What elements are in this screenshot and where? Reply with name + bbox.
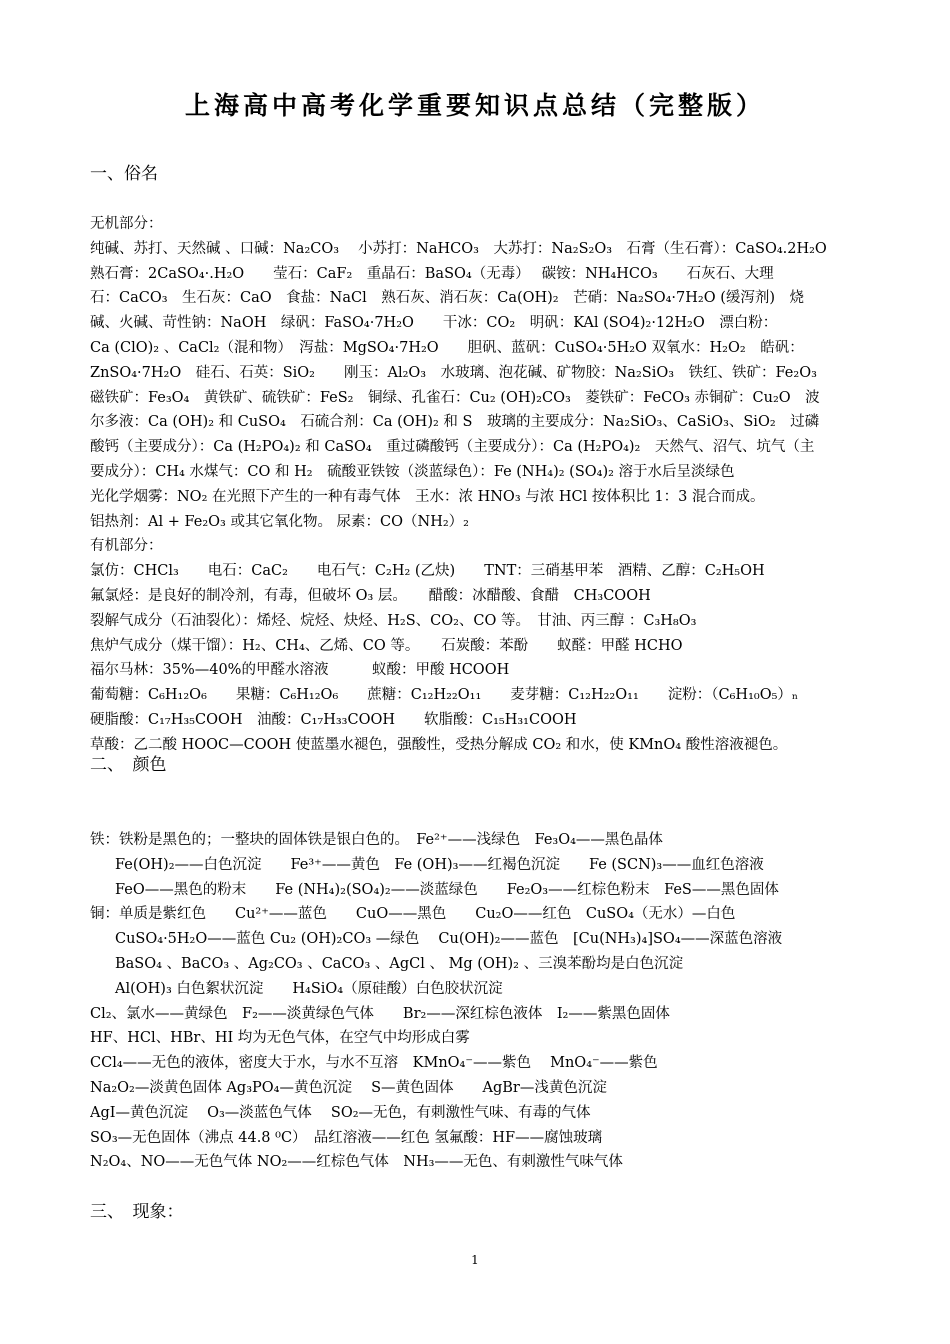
text-line: 碱、火碱、苛性钠：NaOH 绿矾：FaSO₄·7H₂O 干冰：CO₂ 明矾：KAl (SO4)₂·12H₂O 漂白粉：: [90, 315, 778, 332]
section-heading-3: 三、 现象：: [90, 1202, 184, 1222]
text-line: BaSO₄ 、BaCO₃ 、Ag₂CO₃ 、CaCO₃ 、AgCl 、 Mg (OH)₂ 、三溴苯酚均是白色沉淀: [115, 955, 684, 972]
section-heading-2: 二、 颜色: [90, 755, 167, 775]
text-line: Na₂O₂—淡黄色固体 Ag₃PO₄—黄色沉淀 S—黄色固体 AgBr—浅黄色沉淀: [90, 1079, 607, 1096]
text-line: 有机部分：: [90, 538, 163, 555]
text-line: 要成分）：CH₄ 水煤气：CO 和 H₂ 硫酸亚铁铵（淡蓝绿色）：Fe (NH₄)₂ (SO₄)₂ 溶于水后呈淡绿色: [90, 463, 735, 480]
text-line: 纯碱、苏打、天然碱 、口碱：Na₂CO₃ 小苏打：NaHCO₃ 大苏打：Na₂S₂O₃ 石膏（生石膏）：CaSO₄.2H₂O: [90, 240, 827, 257]
text-line: 无机部分：: [90, 216, 163, 232]
text-line: 铜：单质是紫红色 Cu²⁺——蓝色 CuO——黑色 Cu₂O——红色 CuSO₄（无水）—白色: [90, 906, 736, 923]
text-line: 酸钙（主要成分）：Ca (H₂PO₄)₂ 和 CaSO₄ 重过磷酸钙（主要成分）：Ca (H₂PO₄)₂ 天然气、沼气、坑气（主: [90, 439, 815, 456]
text-line: 熟石膏：2CaSO₄·.H₂O 莹石：CaF₂ 重晶石：BaSO₄（无毒） 碳铵：NH₄HCO₃ 石灰石、大理: [90, 265, 774, 282]
page-number: 1: [471, 1253, 479, 1267]
section-heading-1: 一、俗名: [90, 164, 158, 184]
text-line: N₂O₄、NO——无色气体 NO₂——红棕色气体 NH₃——无色、有刺激性气味气体: [90, 1154, 623, 1171]
text-line: AgI—黄色沉淀 O₃—淡蓝色气体 SO₂—无色，有刺激性气味、有毒的气体: [90, 1104, 591, 1121]
document-title: 上海高中高考化学重要知识点总结（完整版）: [184, 91, 765, 120]
text-line: Fe(OH)₂——白色沉淀 Fe³⁺——黄色 Fe (OH)₃——红褐色沉淀 Fe (SCN)₃——血红色溶液: [115, 856, 764, 873]
text-line: Al(OH)₃ 白色絮状沉淀 H₄SiO₄（原硅酸）白色胶状沉淀: [115, 980, 503, 997]
text-line: CCl₄——无色的液体，密度大于水，与水不互溶 KMnO₄⁻——紫色 MnO₄⁻——紫色: [90, 1055, 658, 1072]
text-line: 光化学烟雾：NO₂ 在光照下产生的一种有毒气体 王水：浓 HNO₃ 与浓 HCl 按体积比 1：3 混合而成。: [90, 488, 765, 505]
text-line: ZnSO₄·7H₂O 硅石、石英：SiO₂ 刚玉：Al₂O₃ 水玻璃、泡花碱、矿物胶：Na₂SiO₃ 铁红、铁矿：Fe₂O₃: [90, 364, 817, 381]
text-line: HF、HCl、HBr、HI 均为无色气体，在空气中均形成白雾: [90, 1030, 470, 1047]
text-line: 裂解气成分（石油裂化）：烯烃、烷烃、炔烃、H₂S、CO₂、CO 等。 甘油、丙三醇 ：C₃H₈O₃: [90, 612, 697, 629]
text-line: 磁铁矿：Fe₃O₄ 黄铁矿、硫铁矿：FeS₂ 铜绿、孔雀石：Cu₂ (OH)₂CO₃ 菱铁矿：FeCO₃ 赤铜矿：Cu₂O 波: [90, 389, 820, 406]
text-line: 福尔马林：35%—40%的甲醛水溶液 蚁酸：甲酸 HCOOH: [90, 662, 510, 679]
text-line: 葡萄糖：C₆H₁₂O₆ 果糖：C₆H₁₂O₆ 蔗糖：C₁₂H₂₂O₁₁ 麦芽糖：C₁₂H₂₂O₁₁ 淀粉：（C₆H₁₀O₅）ₙ: [90, 687, 799, 704]
text-line: 氟氯烃：是良好的制冷剂，有毒，但破坏 O₃ 层。 醋酸：冰醋酸、食醋 CH₃COOH: [90, 587, 651, 604]
section-2-body: [90, 828, 862, 1175]
text-line: 石：CaCO₃ 生石灰：CaO 食盐：NaCl 熟石灰、消石灰：Ca(OH)₂ 芒硝：Na₂SO₄·7H₂O (缓泻剂) 烧: [90, 290, 805, 307]
text-line: 氯仿：CHCl₃ 电石：CaC₂ 电石气：C₂H₂ (乙炔) TNT：三硝基甲苯 酒精、乙醇：C₂H₅OH: [90, 563, 765, 580]
text-line: 草酸：乙二酸 HOOC—COOH 使蓝墨水褪色，强酸性，受热分解成 CO₂ 和水，使 KMnO₄ 酸性溶液褪色。: [90, 736, 788, 753]
text-line: 焦炉气成分（煤干馏）：H₂、CH₄、乙烯、CO 等。 石炭酸：苯酚 蚁醛：甲醛 HCHO: [90, 637, 683, 654]
text-line: 尔多液：Ca (OH)₂ 和 CuSO₄ 石硫合剂：Ca (OH)₂ 和 S 玻璃的主要成分：Na₂SiO₃、CaSiO₃、SiO₂ 过磷: [90, 414, 820, 431]
text-line: SO₃—无色固体（沸点 44.8 ⁰C） 品红溶液——红色 氢氟酸：HF——腐蚀玻璃: [90, 1129, 603, 1146]
text-line: 铁：铁粉是黑色的；一整块的固体铁是银白色的。 Fe²⁺——浅绿色 Fe₃O₄——黑色晶体: [90, 832, 663, 848]
text-line: 硬脂酸：C₁₇H₃₅COOH 油酸：C₁₇H₃₃COOH 软脂酸：C₁₅H₃₁COOH: [90, 711, 577, 728]
text-line: FeO——黑色的粉末 Fe (NH₄)₂(SO₄)₂——淡蓝绿色 Fe₂O₃——红棕色粉末 FeS——黑色固体: [115, 881, 779, 898]
section-1-body: [90, 212, 862, 758]
text-line: CuSO₄·5H₂O——蓝色 Cu₂ (OH)₂CO₃ —绿色 Cu(OH)₂——蓝色 [Cu(NH₃)₄]SO₄——深蓝色溶液: [115, 931, 783, 948]
text-line: 铝热剂：Al + Fe₂O₃ 或其它氧化物。 尿素：CO（NH₂）₂: [90, 513, 469, 530]
text-line: Cl₂、氯水——黄绿色 F₂——淡黄绿色气体 Br₂——深红棕色液体 I₂——紫黑色固体: [90, 1005, 670, 1022]
text-line: Ca (ClO)₂ 、CaCl₂（混和物） 泻盐：MgSO₄·7H₂O 胆矾、蓝矾：CuSO₄·5H₂O 双氧水：H₂O₂ 皓矾：: [90, 339, 804, 356]
